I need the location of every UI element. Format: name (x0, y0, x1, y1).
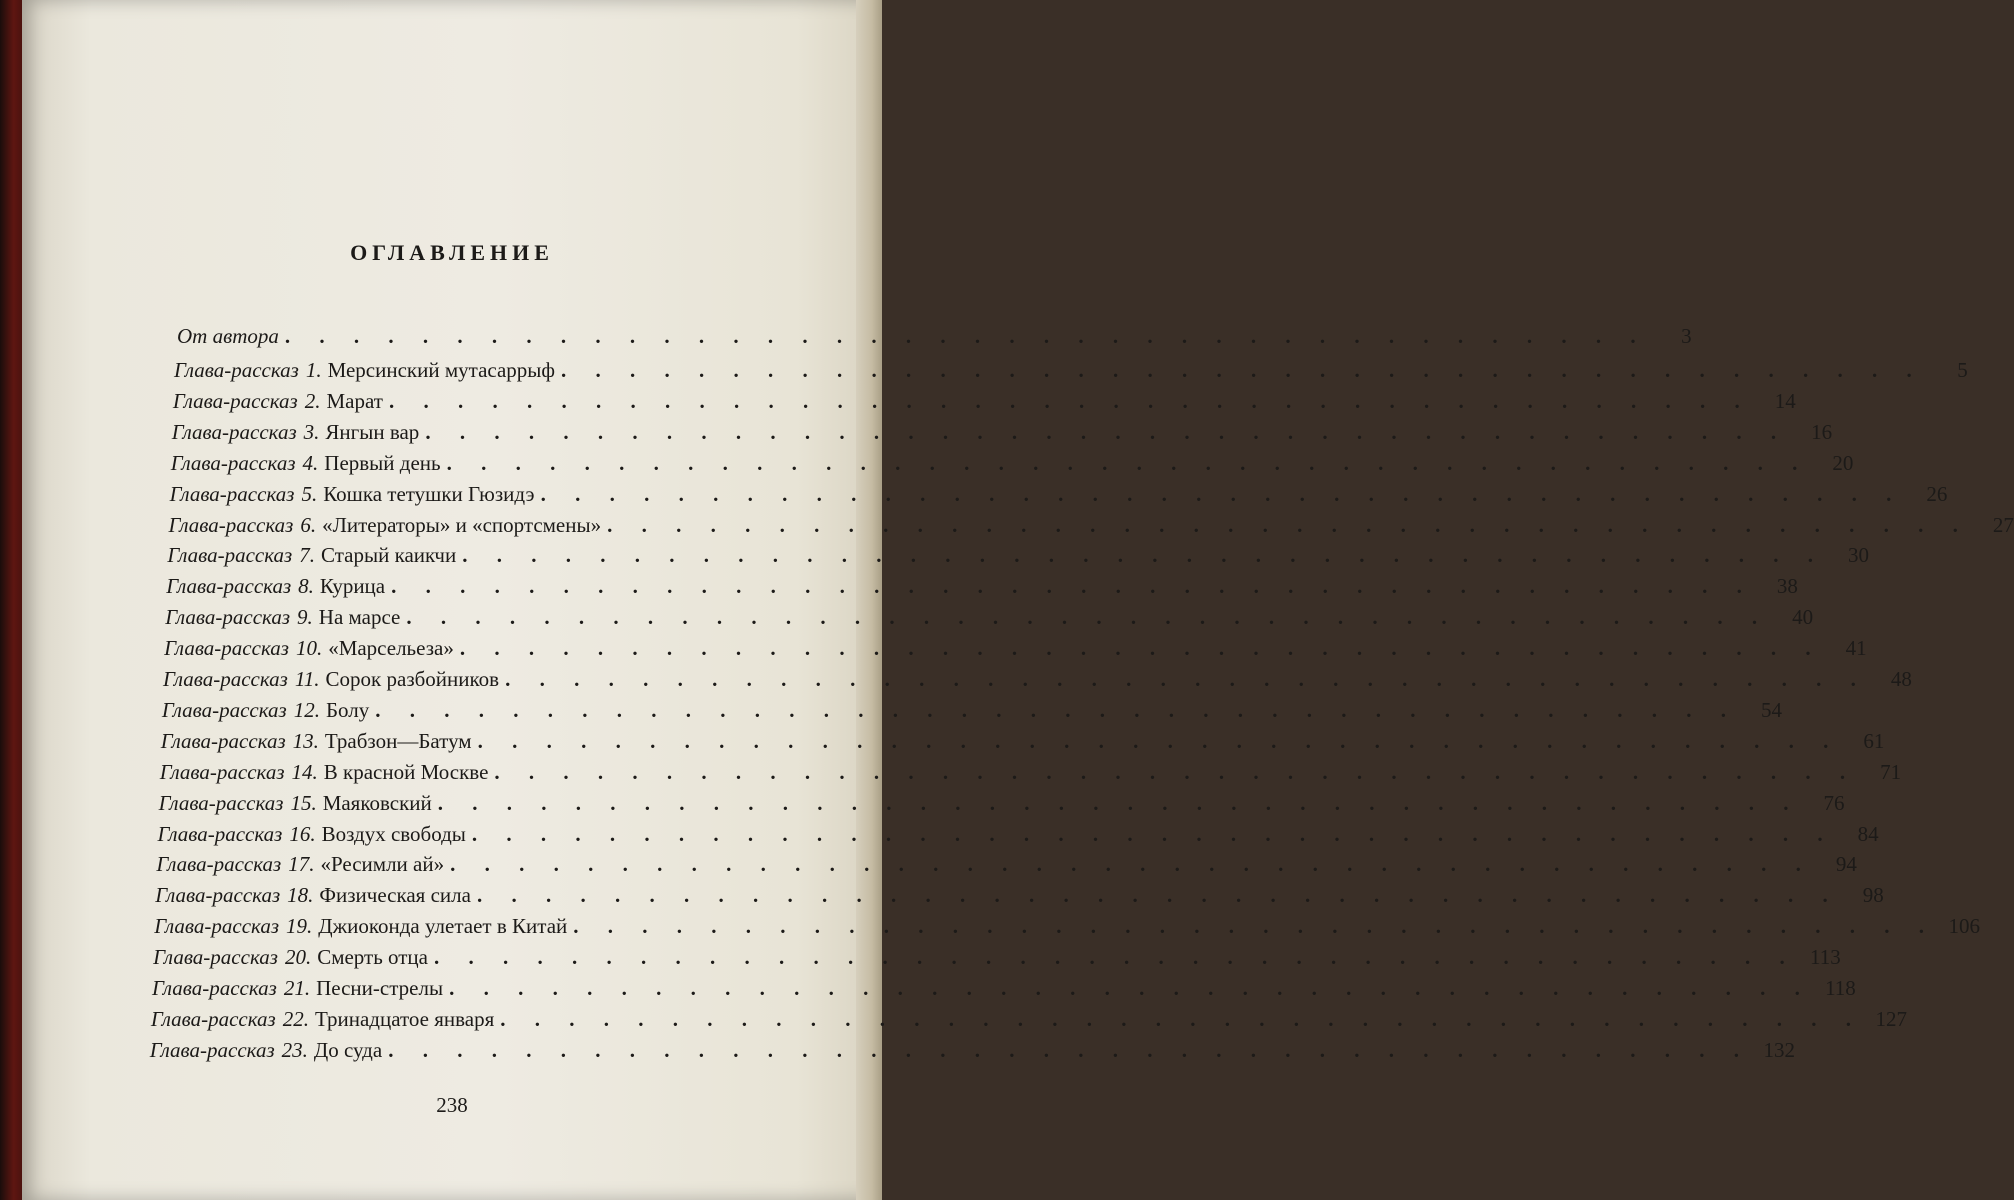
dot-leader: . . . . . . . . . . . . . . . . . . . . . . . . . . . . . . . . . . . . . . . . (462, 543, 1825, 568)
chapter-title: Мерсинский мутасаррыф (327, 358, 556, 382)
dot-leader: . . . . . . . . . . . . . . . . . . . . . . . . . . . . . . . . . . . . . . . . (449, 976, 1812, 1000)
toc-entry (150, 1006, 1908, 1041)
entry-page: 132 (1763, 1037, 1795, 1062)
chapter-title: Курица (319, 574, 386, 599)
toc-entry (174, 358, 1968, 392)
toc-entry (164, 636, 1867, 670)
entry-page: 127 (1875, 1006, 1908, 1031)
chapter-title: Болу (325, 697, 370, 722)
toc-entry (172, 388, 1796, 423)
chapter-number: 22. (282, 1006, 309, 1031)
chapter-label: Глава-рассказ (160, 728, 286, 753)
entry-page: 14 (1774, 388, 1796, 413)
chapter-label: Глава-рассказ (164, 636, 289, 661)
entry-page: 113 (1810, 945, 1841, 970)
toc-entry (149, 1037, 1795, 1072)
entry-page: 20 (1832, 450, 1854, 475)
dot-leader: . . . . . . . . . . . . . . . . . . . . . . . . . . . . . . . . . . . . . . . . (494, 759, 1858, 784)
entry-label: От автора (177, 324, 279, 348)
chapter-label: Глава-рассказ (159, 759, 285, 784)
dot-leader: . . . . . . . . . . . . . . . . . . . . . . . . . . . . . . . . . . . . . . . . (406, 605, 1770, 630)
entry-page: 118 (1825, 976, 1856, 1000)
dot-leader: . . . . . . . . . . . . . . . . . . . . . . . . . . . . . . . . . . . . . . . . (476, 883, 1840, 908)
chapter-label: Глава-рассказ (152, 976, 277, 1000)
chapter-label: Глава-рассказ (171, 419, 297, 444)
entry-page: 84 (1857, 821, 1879, 846)
toc-entry (157, 821, 1879, 856)
entry-page: 40 (1792, 605, 1814, 630)
chapter-number: 13. (292, 728, 319, 753)
chapter-number: 17. (288, 852, 315, 877)
chapter-title: В красной Москве (323, 759, 489, 784)
chapter-title: «Марсельеза» (328, 636, 454, 661)
chapter-title: Кошка тетушки Гюзидэ (323, 481, 535, 506)
dot-leader: . . . . . . . . . . . . . . . . . . . . . . . . . . . . . . . . . . . . . . . . (391, 574, 1754, 599)
chapter-number: 4. (302, 450, 319, 475)
chapter-label: Глава-рассказ (167, 543, 293, 568)
dot-leader: . . . . . . . . . . . . . . . . . . . . . . . . . . . . . . . . . . . . . . . . (388, 1037, 1751, 1062)
toc-entry (160, 728, 1885, 763)
chapter-label: Глава-рассказ (156, 852, 282, 877)
toc-entry (156, 852, 1857, 886)
chapter-number: 18. (287, 883, 314, 908)
chapter-number: 7. (299, 543, 315, 568)
chapter-title: На марсе (318, 605, 401, 630)
chapter-number: 9. (297, 605, 313, 630)
chapter-title: Марат (326, 388, 383, 413)
entry-page: 98 (1862, 883, 1884, 908)
chapter-label: Глава-рассказ (163, 667, 288, 691)
chapter-title: Сорок разбойников (325, 667, 500, 691)
chapter-title: Трабзон—Батум (324, 728, 472, 753)
toc-entry (169, 481, 1948, 516)
entry-page: 71 (1880, 759, 1902, 784)
chapter-label: Глава-рассказ (172, 388, 298, 413)
chapter-label: Глава-рассказ (158, 790, 284, 815)
entry-page: 3 (1681, 324, 1692, 348)
dot-leader: . . . . . . . . . . . . . . . . . . . . . . . . . . . . . . . . . . . . . . . . (471, 821, 1835, 846)
chapter-label: Глава-рассказ (170, 450, 296, 475)
toc-entry (170, 450, 1854, 485)
dot-leader: . . . . . . . . . . . . . . . . . . . . . . . . . . . . . . . . . . . . . . . . (450, 852, 1813, 877)
chapter-label: Глава-рассказ (157, 821, 283, 846)
chapter-title: Тринадцатое января (314, 1006, 495, 1031)
dot-leader: . . . . . . . . . . . . . . . . . . . . . . . . . . . . . . . . . . . . . . . . (561, 358, 1924, 382)
entry-page: 5 (1957, 358, 1968, 382)
entry-page: 94 (1835, 852, 1857, 877)
chapter-title: «Литераторы» и «спортсмены» (322, 512, 602, 537)
dot-leader: . . . . . . . . . . . . . . . . . . . . . . . . . . . . . . . . . . . . . . . . (375, 697, 1738, 722)
chapter-label: Глава-рассказ (169, 481, 295, 506)
toc-heading: ОГЛАВЛЕНИЕ (350, 240, 554, 265)
page-number: 238 (436, 1093, 468, 1117)
toc-entry (168, 512, 2014, 547)
entry-page: 27 (1992, 512, 2014, 537)
chapter-number: 12. (293, 697, 320, 722)
entry-page: 76 (1823, 790, 1845, 815)
chapter-label: Глава-рассказ (166, 574, 292, 599)
dot-leader: . . . . . . . . . . . . . . . . . . . . . . . . . . . . . . . . . . . . . . . . (607, 512, 1970, 537)
chapter-title: Воздух свободы (321, 821, 466, 846)
chapter-label: Глава-рассказ (161, 697, 287, 722)
chapter-number: 15. (290, 790, 317, 815)
chapter-number: 20. (284, 945, 312, 970)
chapter-title: До суда (313, 1037, 383, 1062)
chapter-label: Глава-рассказ (155, 883, 281, 908)
chapter-number: 19. (286, 914, 313, 939)
chapter-title: Смерть отца (317, 945, 428, 970)
chapter-title: Старый каикчи (320, 543, 457, 568)
dot-leader: . . . . . . . . . . . . . . . . . . . . . . . . . . . . . . . . . . . . . . . . (459, 636, 1823, 661)
chapter-number: 21. (283, 976, 311, 1000)
chapter-title: Маяковский (322, 790, 432, 815)
chapter-title: Песни-стрелы (316, 976, 444, 1000)
dot-leader: . . . . . . . . . . . . . . . . . . . . . . . . . . . . . . . . . . . . . . . . (388, 388, 1752, 413)
entry-page: 106 (1948, 914, 1981, 939)
chapter-number: 14. (291, 759, 318, 784)
toc-entry (167, 543, 1869, 577)
entry-page: 26 (1926, 481, 1948, 506)
toc-entry (161, 697, 1782, 732)
chapter-number: 6. (300, 512, 317, 537)
toc-entry (158, 790, 1845, 825)
chapter-number: 3. (303, 419, 320, 444)
dot-leader: . . . . . . . . . . . . . . . . . . . . . . . . . . . . . . . . . . . . . . . . (437, 790, 1801, 815)
toc-entry (154, 914, 1981, 948)
dot-leader: . . . . . . . . . . . . . . . . . . . . . . . . . . . . . . . . . . . . . . . . (540, 481, 1904, 506)
chapter-number: 5. (301, 481, 318, 506)
chapter-label: Глава-рассказ (174, 358, 299, 382)
chapter-label: Глава-рассказ (149, 1037, 275, 1062)
chapter-number: 10. (295, 636, 323, 661)
entry-page: 61 (1863, 728, 1885, 753)
toc-entry-intro (177, 324, 1692, 358)
dot-leader: . . . . . . . . . . . . . . . . . . . . . . . . . . . . . . . . . . . . . . . . (284, 324, 1648, 348)
dot-leader: . . . . . . . . . . . . . . . . . . . . . . . . . . . . . . . . . . . . . . . . (505, 667, 1868, 691)
chapter-label: Глава-рассказ (165, 605, 291, 630)
dot-leader: . . . . . . . . . . . . . . . . . . . . . . . . . . . . . . . . . . . . . . . . (500, 1006, 1864, 1031)
chapter-label: Глава-рассказ (168, 512, 294, 537)
chapter-title: Первый день (324, 450, 441, 475)
entry-page: 30 (1847, 543, 1869, 568)
dot-leader: . . . . . . . . . . . . . . . . . . . . . . . . . . . . . . . . . . . . . . . . (425, 419, 1789, 444)
toc-entry (166, 574, 1798, 608)
chapter-number: 1. (305, 358, 322, 382)
toc-entry (159, 759, 1902, 794)
chapter-number: 16. (289, 821, 316, 846)
chapter-number: 8. (298, 574, 314, 599)
dot-leader: . . . . . . . . . . . . . . . . . . . . . . . . . . . . . . . . . . . . . . . . (446, 450, 1810, 475)
chapter-number: 23. (281, 1037, 308, 1062)
entry-page: 16 (1811, 419, 1833, 444)
toc-entry (155, 883, 1884, 917)
dot-leader: . . . . . . . . . . . . . . . . . . . . . . . . . . . . . . . . . . . . . . . . (434, 945, 1797, 970)
chapter-label: Глава-рассказ (150, 1006, 276, 1031)
book-page (22, 0, 2014, 1200)
chapter-title: Джиоконда улетает в Китай (318, 914, 568, 939)
entry-page: 41 (1845, 636, 1867, 661)
chapter-label: Глава-рассказ (153, 945, 278, 970)
entry-page: 38 (1776, 574, 1798, 599)
entry-page: 54 (1761, 697, 1782, 722)
chapter-title: «Ресимли ай» (320, 852, 445, 877)
toc-entry (152, 976, 1856, 1010)
chapter-title: Янгын вар (325, 419, 420, 444)
toc-entry (163, 667, 1912, 701)
toc-entry (171, 419, 1833, 454)
chapter-number: 2. (304, 388, 321, 413)
entry-page: 48 (1890, 667, 1912, 691)
chapter-number: 11. (294, 667, 320, 691)
chapter-title: Физическая сила (319, 883, 471, 908)
toc-entry (153, 945, 1841, 979)
dot-leader: . . . . . . . . . . . . . . . . . . . . . . . . . . . . . . . . . . . . . . . . (573, 914, 1937, 939)
chapter-label: Глава-рассказ (154, 914, 280, 939)
dot-leader: . . . . . . . . . . . . . . . . . . . . . . . . . . . . . . . . . . . . . . . . (477, 728, 1841, 753)
toc-entry (165, 605, 1814, 639)
